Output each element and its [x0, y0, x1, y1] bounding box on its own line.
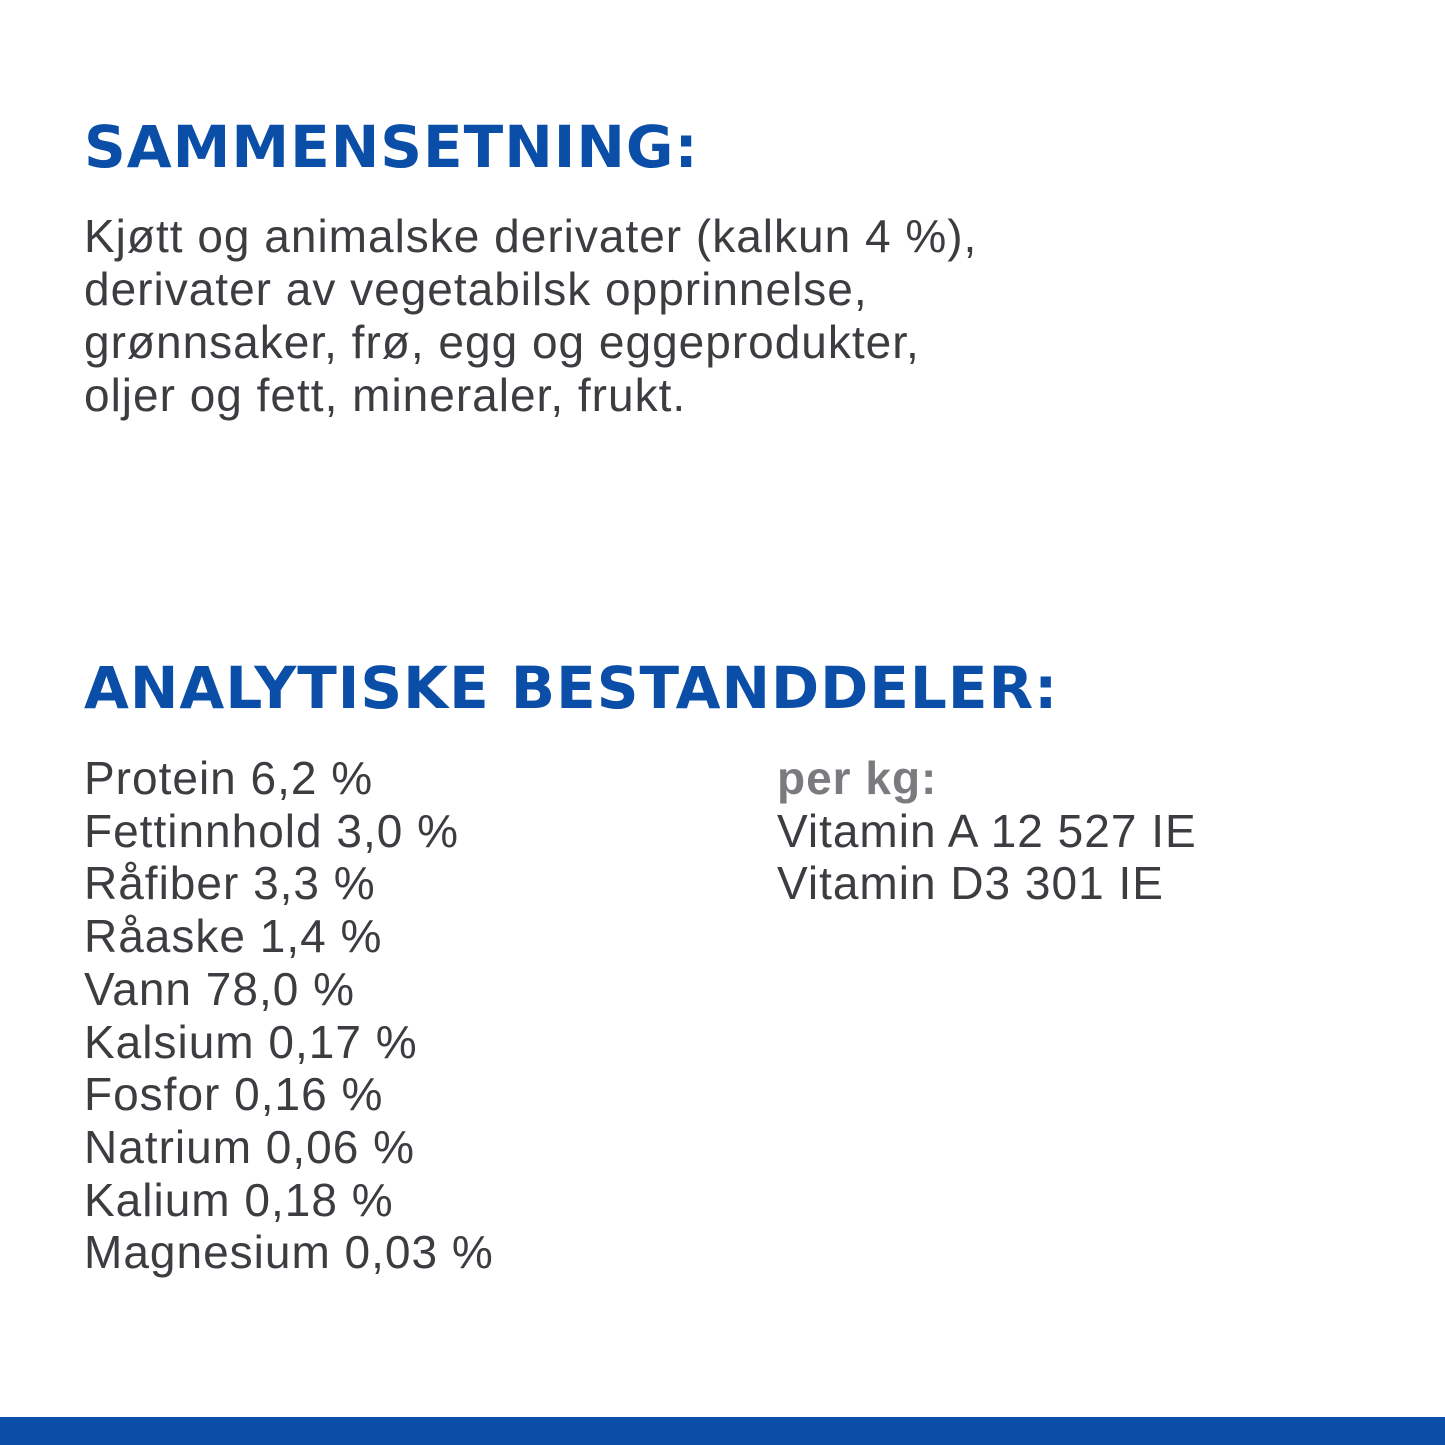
nutrient-item: Kalsium 0,17 % — [84, 1015, 418, 1068]
bottom-bar — [0, 1417, 1445, 1445]
composition-line: Kjøtt og animalske derivater (kalkun 4 %), — [84, 210, 978, 262]
vitamin-item: Vitamin A 12 527 IE — [777, 804, 1197, 857]
analytic-heading: ANALYTISKE BESTANDDELER: — [84, 654, 1059, 722]
composition-line: derivater av vegetabilsk opprinnelse, — [84, 263, 868, 315]
per-kg-label: per kg: — [777, 752, 938, 804]
nutrient-item: Fettinnhold 3,0 % — [84, 804, 460, 857]
nutrient-item: Magnesium 0,03 % — [84, 1226, 494, 1279]
vitamin-list — [777, 752, 1197, 910]
nutrient-item: Vann 78,0 % — [84, 962, 356, 1015]
vitamin-item: Vitamin D3 301 IE — [777, 857, 1164, 910]
nutrient-item: Kalium 0,18 % — [84, 1173, 394, 1226]
nutrient-item: Råfiber 3,3 % — [84, 857, 376, 910]
nutrient-item: Råaske 1,4 % — [84, 910, 383, 963]
composition-line: oljer og fett, mineraler, frukt. — [84, 369, 687, 421]
nutrient-item: Natrium 0,06 % — [84, 1120, 416, 1173]
composition-text — [84, 210, 977, 422]
composition-heading: SAMMENSETNING: — [84, 113, 699, 181]
nutrient-item: Fosfor 0,16 % — [84, 1068, 384, 1121]
composition-line: grønnsaker, frø, egg og eggeprodukter, — [84, 316, 920, 368]
nutrient-list — [84, 752, 494, 1279]
nutrient-item: Protein 6,2 % — [84, 752, 374, 804]
